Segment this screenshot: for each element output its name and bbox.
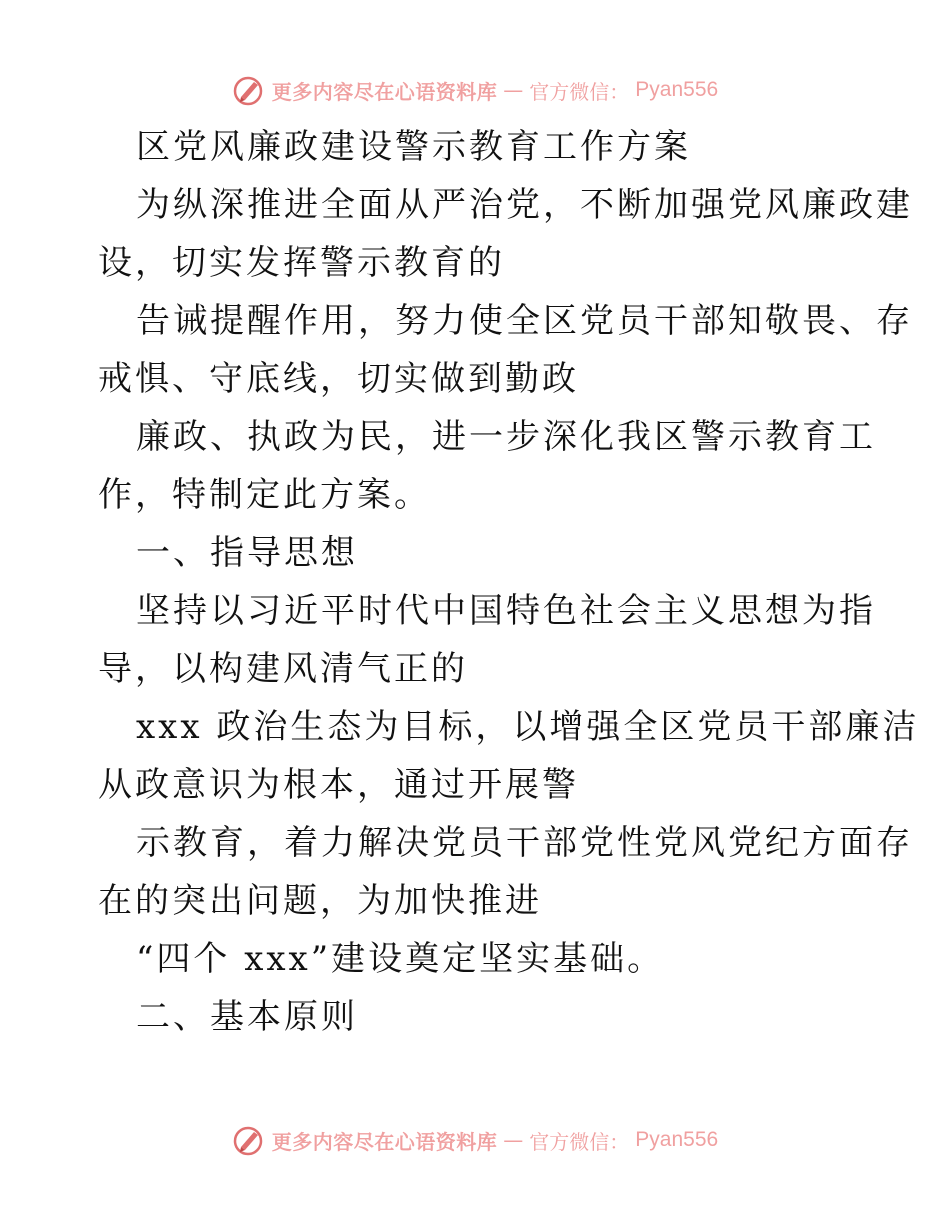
- document-line: 示教育，着力解决党员干部党性党风党纪方面存: [136, 823, 913, 863]
- pen-logo-icon: [232, 1123, 266, 1157]
- footer-watermark: [0, 1120, 950, 1160]
- document-line: 二、基本原则: [136, 997, 358, 1037]
- document-line: 廉政、执政为民，进一步深化我区警示教育工: [136, 417, 876, 457]
- watermark-dash: —: [503, 78, 524, 102]
- watermark-wechat-handle: Pyan556: [635, 78, 719, 101]
- document-body: [98, 118, 920, 1046]
- document-line: 从政意识为根本，通过开展警: [98, 765, 579, 805]
- document-line: 在的突出问题，为加快推进: [98, 881, 542, 921]
- document-line: 告诫提醒作用，努力使全区党员干部知敬畏、存: [136, 301, 913, 341]
- document-line: 坚持以习近平时代中国特色社会主义思想为指: [136, 591, 876, 631]
- watermark-wechat-label: 官方微信：: [529, 1129, 630, 1154]
- document-line: 作，特制定此方案。: [98, 475, 431, 515]
- document-line: 一、指导思想: [136, 533, 358, 573]
- document-line: “四个 xxx”建设奠定坚实基础。: [136, 939, 665, 979]
- document-line: 戒惧、守底线，切实做到勤政: [98, 359, 579, 399]
- watermark-content: [232, 73, 718, 107]
- watermark-dash: —: [503, 1128, 524, 1152]
- pen-logo-icon: [232, 73, 266, 107]
- watermark-content: [232, 1123, 718, 1157]
- document-line: xxx 政治生态为目标，以增强全区党员干部廉洁: [136, 707, 920, 747]
- watermark-main-text: 更多内容尽在心语资料库: [271, 79, 498, 104]
- document-line: 设，切实发挥警示教育的: [98, 243, 505, 283]
- watermark-wechat-label: 官方微信：: [529, 79, 630, 104]
- document-line: 导，以构建风清气正的: [98, 649, 468, 689]
- document-line: 为纵深推进全面从严治党，不断加强党风廉政建: [136, 185, 913, 225]
- document-line: 区党风廉政建设警示教育工作方案: [136, 127, 691, 167]
- header-watermark: [0, 70, 950, 110]
- watermark-wechat-handle: Pyan556: [635, 1128, 719, 1151]
- watermark-main-text: 更多内容尽在心语资料库: [271, 1129, 498, 1154]
